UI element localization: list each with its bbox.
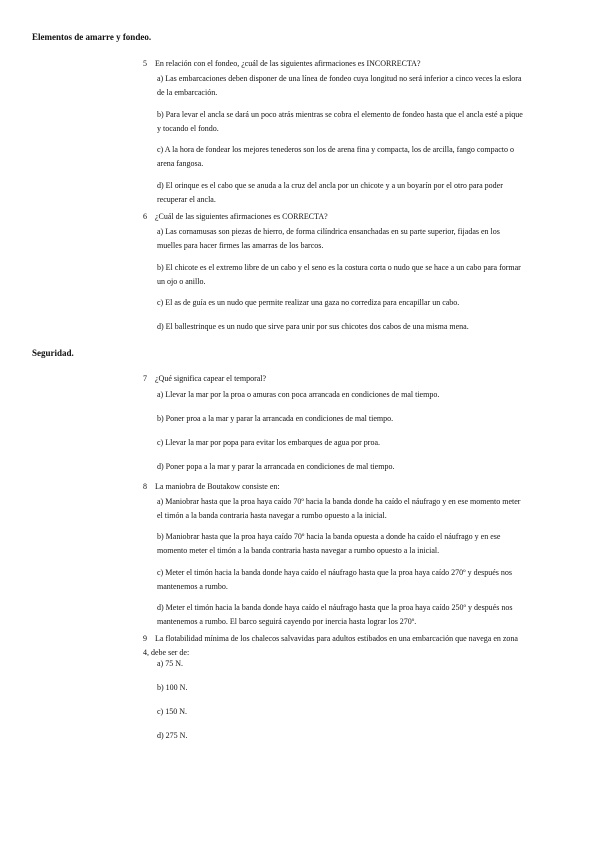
option-8d: d) Meter el timón hacia la banda donde haya caído el náufrago hasta que la proa haya caído 250º y después nos mantenemos a rumbo. El barco seguirá cayendo por inercia hasta lograr los 270º.: [157, 603, 513, 626]
question-8: [143, 480, 523, 494]
section-title-seguridad: Seguridad.: [32, 348, 74, 358]
question-number: 8: [143, 482, 147, 491]
option-7a: a) Llevar la mar por la proa o amuras con poca arrancada en condiciones de mal tiempo.: [157, 390, 440, 399]
option-9c: c) 150 N.: [157, 707, 187, 716]
option-6a: a) Las cornamusas son piezas de hierro, de forma cilíndrica ensanchadas en su parte superior, fijadas en los muelles para hacer firmes las amarras de los barcos.: [157, 227, 500, 250]
question-7: [143, 372, 523, 386]
question-number: 6: [143, 212, 147, 221]
question-number: 7: [143, 374, 147, 383]
question-number: 9: [143, 634, 147, 643]
option-7d: d) Poner popa a la mar y parar la arrancada en condiciones de mal tiempo.: [157, 462, 395, 471]
question-5: [143, 57, 523, 71]
option-9a: a) 75 N.: [157, 659, 183, 668]
option-5a: a) Las embarcaciones deben disponer de una línea de fondeo cuya longitud no será inferior a cinco veces la eslora de la embarcación.: [157, 74, 522, 97]
option-6b: b) El chicote es el extremo libre de un cabo y el seno es la costura corta o nudo que se hace a un cabo para formar un ojo o anillo.: [157, 263, 521, 286]
option-5b: b) Para levar el ancla se dará un poco atrás mientras se cobra el elemento de fondeo hasta que el ancla esté a pique y tocando el fondo.: [157, 110, 523, 133]
question-text: La flotabilidad mínima de los chalecos salvavidas para adultos estibados en una embarcación que navega en zona 4, debe ser de:: [143, 634, 518, 657]
option-9b: b) 100 N.: [157, 683, 188, 692]
question-text: ¿Cuál de las siguientes afirmaciones es CORRECTA?: [155, 212, 328, 221]
option-9d: d) 275 N.: [157, 731, 188, 740]
option-8c: c) Meter el timón hacia la banda donde haya caído el náufrago hasta que la proa haya caído 270º y después nos mantenemos a rumbo.: [157, 568, 513, 591]
question-text: ¿Qué significa capear el temporal?: [155, 374, 267, 383]
option-8a: a) Maniobrar hasta que la proa haya caído 70º hacia la banda donde ha caído el náufrago y en ese momento meter el timón a la banda contraria hasta navegar a rumbo opuesto a la inicial.: [157, 497, 521, 520]
question-text: La maniobra de Boutakow consiste en:: [155, 482, 280, 491]
option-5c: c) A la hora de fondear los mejores tenederos son los de arena fina y compacta, los de arcilla, fango compacto o arena fangosa.: [157, 145, 514, 168]
question-6: [143, 210, 523, 224]
section-title-amarre: Elementos de amarre y fondeo.: [32, 32, 152, 42]
option-6d: d) El ballestrinque es un nudo que sirve para unir por sus chicotes dos cabos de una misma mena.: [157, 322, 469, 331]
option-7c: c) Llevar la mar por popa para evitar los embarques de agua por proa.: [157, 438, 381, 447]
question-text: En relación con el fondeo, ¿cuál de las siguientes afirmaciones es INCORRECTA?: [155, 59, 421, 68]
option-8b: b) Maniobrar hasta que la proa haya caído 70º hacia la banda opuesta a donde ha caído el náufrago y en ese momento meter el timón a la banda contraria hasta navegar a rumbo opuesto a la inicial.: [157, 532, 501, 555]
question-9: [143, 632, 523, 660]
option-6c: c) El as de guía es un nudo que permite realizar una gaza no corrediza para encapillar un cabo.: [157, 298, 460, 307]
question-number: 5: [143, 59, 147, 68]
option-5d: d) El orinque es el cabo que se anuda a la cruz del ancla por un chicote y a un boyarín por el otro para poder recuperar el ancla.: [157, 181, 503, 204]
option-7b: b) Poner proa a la mar y parar la arrancada en condiciones de mal tiempo.: [157, 414, 394, 423]
